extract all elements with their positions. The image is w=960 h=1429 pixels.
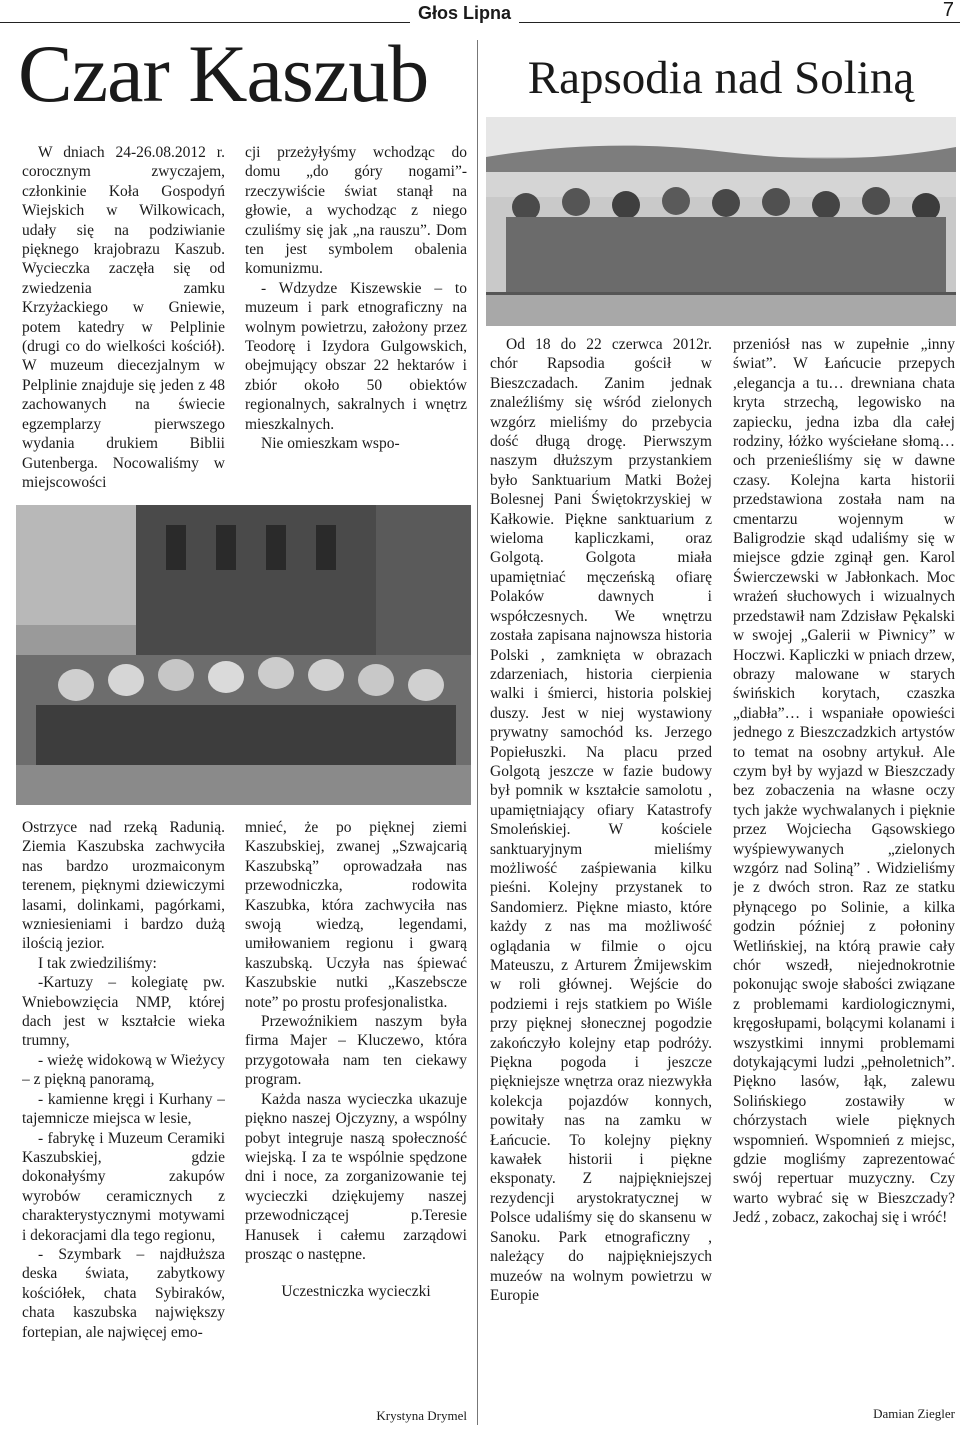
paragraph: przeniósł nas w zupełnie „inny świat”. W Łańcucie przepych ,elegancja a tu… drewniana chata kryta strzechą, legowisko na zapiecku, jedna izba dla całej rodziny, łóżko wyściełane słomą… och przenieśliśmy się w dawne czasy. Kolejna karta historii przedstawiona została nam na cmentarzu wojennym w Baligrodzie skąd udaliśmy się w miejsce gdzie zginął gen. Karol Świerczewski w Jabłonkach. Moc wrażeń słuchowych i wizualnych przedstawił nam Zdzisław Pękalski w swojej „Galerii w Piwnicy” w Hoczwi. Kapliczki w pniach drzew, obrazy malowane w starych świńskich korytach, czaszka „diabła”… i wspaniałe opowieści jednego z Bieszczadzkich artystów to temat na osobny artykuł. Ale czym był by wyjazd w Bieszczady bez zobaczenia na własne oczy tych jakże wychwalanych i pięknie przez Wojciecha Gąsowskiego wyśpiewywanych „zielonych wzgórz nad Soliną” . Widzieliśmy je z dwóch stron. Raz ze statku płynącego po Solinie, a kilka godzin później z połoniny Wetlińskiej, na którą prawie cały chór wszedł, niejednokrotnie pokonując swoje słabości związane z problemami kardiologicznymi, kręgosłupami, bolącymi kolanami i wszystkimi innymi problemami dotykającymi ludzi „pełnoletnich”. Piękno lasów, łąk, zalewu Solińskiego zostawiły w chórzystach wiele pięknych wspomnień. Wspomnień z miejsc, gdzie mogliśmy zaprezentować swój repertuar muzyczny. Czy warto wybrać się w Bieszczady? Jedź , zobacz, zakochaj się i wróć! [733,336,955,1227]
headline-czar-kaszub: Czar Kaszub [18,28,429,119]
paragraph: Przewoźnikiem naszym była firma Majer – Kluczewo, która przygotowała nam ten ciekawy program. [245,1013,467,1089]
paragraph: - kamienne kręgi i Kurhany – tajemnicze miejsca w lesie, [22,1090,225,1128]
group-photo-kashubia-image [16,505,471,805]
paragraph: - Szymbark – najdłuższa deska świata, zabytkowy kościółek, chata Sybiraków, chata kaszubska największy fortepian, ale najwięcej emo- [22,1245,225,1341]
group-photo-solina [486,117,956,326]
paragraph: W dniach 24-26.08.2012 r. corocznym zwyczajem, członkinie Koła Gospodyń Wiejskich w Wilkowicach, udały się na podziwianie pięknego krajobrazu Kaszub. Wycieczka zaczęła się od zwiedzenia zamku Krzyżackiego w Gniewie, potem katedry w Pelplinie (drugi co do wielkości kościół). W muzeum diecezjalnym w Pelplinie znajduje się jeden z 48 zachowanych na świecie egzemplarzy pierwszego wydania drukiem Biblii Gutenberga. Nocowaliśmy w miejscowości [22,144,225,491]
paragraph: mnieć, że po pięknej ziemi Kaszubskiej, zwanej „Szwajcarią Kaszubską” oprowadzała nas przewodniczka, rodowita Kaszubka, która zachwyciła nas swoją wiedzą, legendami, umiłowaniem regionu i gwarą kaszubską. Uczyła nas śpiewać Kaszubskie nutki „Kaszebscze note” po prostu profesjonalistka. [245,819,467,1011]
paragraph: - fabrykę i Muzeum Ceramiki Kaszubskiej, gdzie dokonałyśmy zakupów wyrobów ceramicznych z charakterystycznymi motywami i dekoracjami dla tego regionu, [22,1129,225,1244]
signature-label: Uczestniczka wycieczki [281,1283,431,1301]
newspaper-name: Głos Lipna [410,3,519,23]
signature-damian-ziegler: Damian Ziegler [873,1406,955,1421]
right-col3 [490,335,712,1425]
paragraph: cji przeżyłyśmy wchodząc do domu „do góry nogami”- rzeczywiście świat stanął na głowie, a wychodząc z niego czuliśmy się jak „na rauszu”. Dom ten jest symbolem obalenia komunizmu. [245,144,467,278]
paragraph: - Wdzydze Kiszewskie – to muzeum i park etnograficzny na wolnym powietrzu, założony przez Teodorę i Izydora Gulgowskich, obejmujący obszar 22 hektarów i zbiór około 50 obiektów regionalnych, sakralnych i wnętrz mieszkalnych. [245,279,467,433]
left-col2-bottom [245,818,467,1396]
paragraph: Każda nasza wycieczka ukazuje piękno naszej Ojczyzny, a wspólny pobyt integruje naszą społeczność wiejską. I za te wspólnie spędzone dni i noce, za zorganizowanie tej wycieczki dziękujemy naszej przewodniczącej p.Teresie Hanusek i całemu zarządowi prosząc o następne. [245,1090,467,1263]
group-photo-solina-image [486,117,956,326]
paragraph: Od 18 do 22 czerwca 2012r. chór Rapsodia gościł w Bieszczadach. Zanim jednak znaleźliśmy się wśród zielonych wzgórz mieliśmy do przebycia dość długą drogę. Pierwszym naszym dłuższym przystankiem było Sanktuarium Matki Bożej Bolesnej Pani Świętokrzyskiej w Kałkowie. Piękne sanktuarium z wieloma kapliczkami, oraz Golgotą. Golgota miała upamiętniać męczeńską ofiarę Polaków dawnych i współczesnych. We wnętrzu została zapisana najnowsza historia Polski , zamknięta w obrazach zdarzeniach, historia cierpienia walki i śmierci, historia polskiej duszy. Jest w niej wystawiony prywatny samochód ks. Jerzego Popiełuszki. Na placu przed Golgotą jeszcze w fazie budowy był pomnik w kształcie samolotu , upamiętniający ofiary Katastrofy Smoleńskiej. W kościele sanktuaryjnym mieliśmy możliwość zaśpiewania kilku pieśni. Kolejny przystanek to Sandomierz. Piękne miasto, które każdy z nas ma możliwość oglądania w filmie o ojcu Mateuszu, z Arturem Żmijewskim w roli głównej. Wejście do podziemi i rejs statkiem po Wiśle przy pięknej słonecznej pogodzie zakończyło kolejny etap podróży. Piękna pogoda i jeszcze piękniejsze wnętrza oraz niezwykła kolekcja pojazdów konnych, powitały nas na zamku w Łańcucie. To kolejny piękny kawałek historii i piękne eksponaty. Z najpiękniejszej rezydencji arystokratycznej w Polsce udaliśmy się do skansenu w Sanoku. Park etnograficzny , należący do najpiękniejszych muzeów na wolnym powietrzu w Europie [490,336,712,1304]
right-col4 [733,335,955,1405]
left-col1-top [22,143,225,515]
headline-rapsodia-nad-solina: Rapsodia nad Soliną [527,52,915,104]
paragraph: I tak zwiedziliśmy: [38,954,157,972]
group-photo-kashubia [16,505,471,805]
paragraph: -Kartuzy – kolegiatę pw. Wniebowzięcia NMP, której dach jest w kształcie wieka trumny, [22,974,225,1050]
paragraph: - wieżę widokową w Wieżycy – z piękną panoramą, [22,1051,225,1089]
left-col2-top [245,143,467,515]
page-number: 7 [935,0,954,20]
column-divider [477,40,478,1425]
paragraph: Nie omieszkam wspo- [261,435,400,453]
paragraph: Ostrzyce nad rzeką Radunią. Ziemia Kaszubska zachwyciła nas bardzo urozmaiconym terenem, pięknymi dziewiczymi lasami, dolinkami, pagórkami, wzniesieniami i bardzo dużą ilością jezior. [22,819,225,953]
signature-krystyna-drymel: Krystyna Drymel [376,1408,467,1423]
left-col1-bottom [22,818,225,1424]
